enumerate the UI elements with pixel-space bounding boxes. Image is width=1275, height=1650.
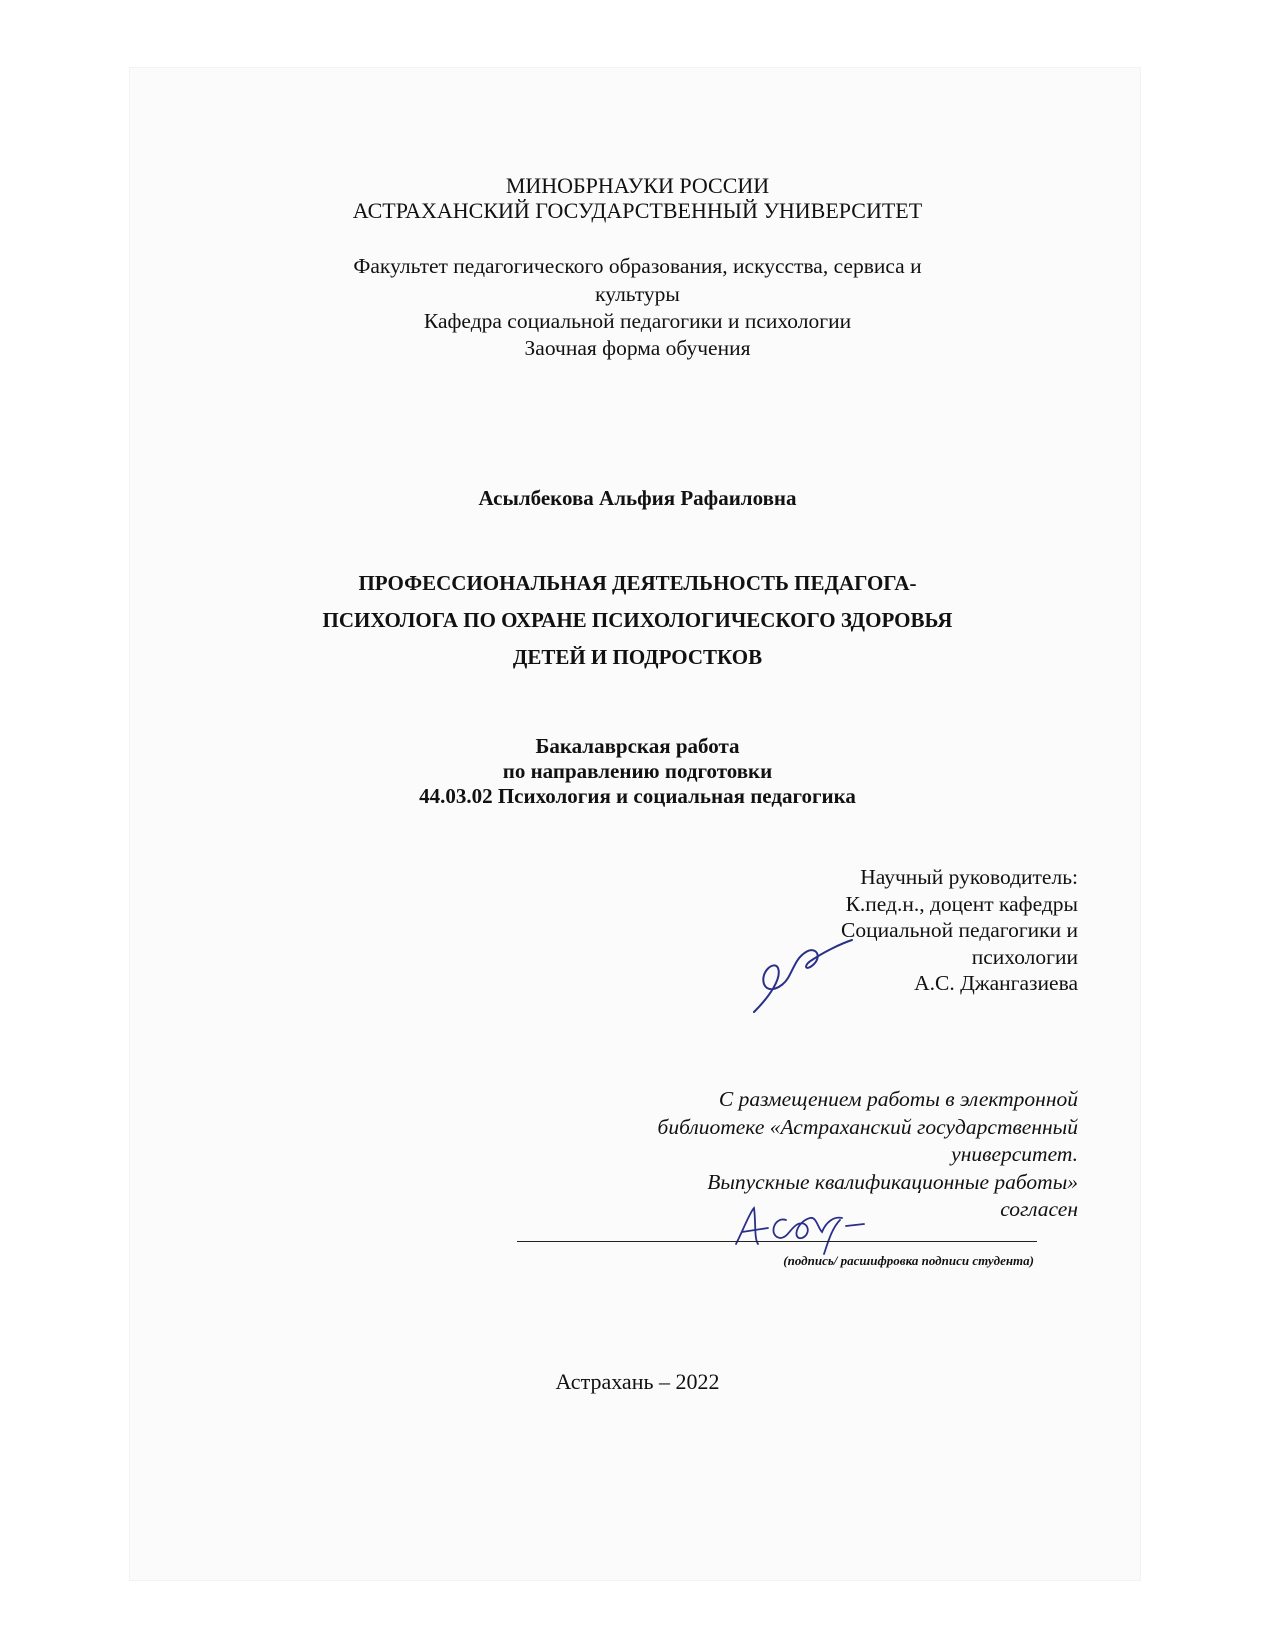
supervisor-degree: К.пед.н., доцент кафедры [845, 891, 1078, 916]
supervisor-name: А.С. Джангазиева [914, 971, 1078, 995]
consent-line-5: согласен [1000, 1197, 1078, 1221]
faculty-name [0, 252, 1275, 308]
work-type: Бакалаврская работа [535, 734, 740, 758]
supervisor-dept-line-1: Социальной педагогики и [841, 918, 1078, 942]
thesis-title-line-1: ПРОФЕССИОНАЛЬНАЯ ДЕЯТЕЛЬНОСТЬ ПЕДАГОГА- [358, 571, 917, 595]
city-year: Астрахань – 2022 [555, 1369, 720, 1394]
faculty-line-2: культуры [595, 282, 680, 306]
work-description [0, 734, 1275, 809]
thesis-title-line-2: ПСИХОЛОГА ПО ОХРАНЕ ПСИХОЛОГИЧЕСКОГО ЗДОРОВЬЯ [322, 608, 953, 632]
study-form: Заочная форма обучения [524, 336, 751, 360]
ministry-name: МИНОБРНАУКИ РОССИИ [505, 173, 770, 198]
supervisor-block [841, 864, 1078, 997]
department-name: Кафедра социальной педагогики и психологии [423, 309, 852, 333]
university-name: АСТРАХАНСКИЙ ГОСУДАРСТВЕННЫЙ УНИВЕРСИТЕТ [352, 198, 923, 223]
consent-line-3: университет. [951, 1142, 1078, 1166]
consent-line-2: библиотеке «Астраханский государственный [657, 1114, 1078, 1139]
faculty-line-1: Факультет педагогического образования, искусства, сервиса и [353, 254, 922, 278]
thesis-title-line-3: ДЕТЕЙ И ПОДРОСТКОВ [512, 645, 763, 669]
direction-label: по направлению подготовки [502, 759, 773, 783]
direction-code: 44.03.02 Психология и социальная педагогика [419, 784, 856, 808]
signature-caption: (подпись/ расшифровка подписи студента) [783, 1253, 1034, 1268]
supervisor-signature [748, 938, 858, 1018]
author-name: Асылбекова Альфия Рафаиловна [478, 486, 797, 510]
thesis-title [0, 565, 1275, 676]
signature-line [517, 1241, 1037, 1242]
supervisor-label: Научный руководитель: [860, 865, 1078, 889]
consent-line-1: С размещением работы в электронной [718, 1087, 1078, 1111]
supervisor-dept-line-2: психологии [971, 944, 1078, 969]
consent-line-4: Выпускные квалификационные работы» [707, 1169, 1078, 1194]
